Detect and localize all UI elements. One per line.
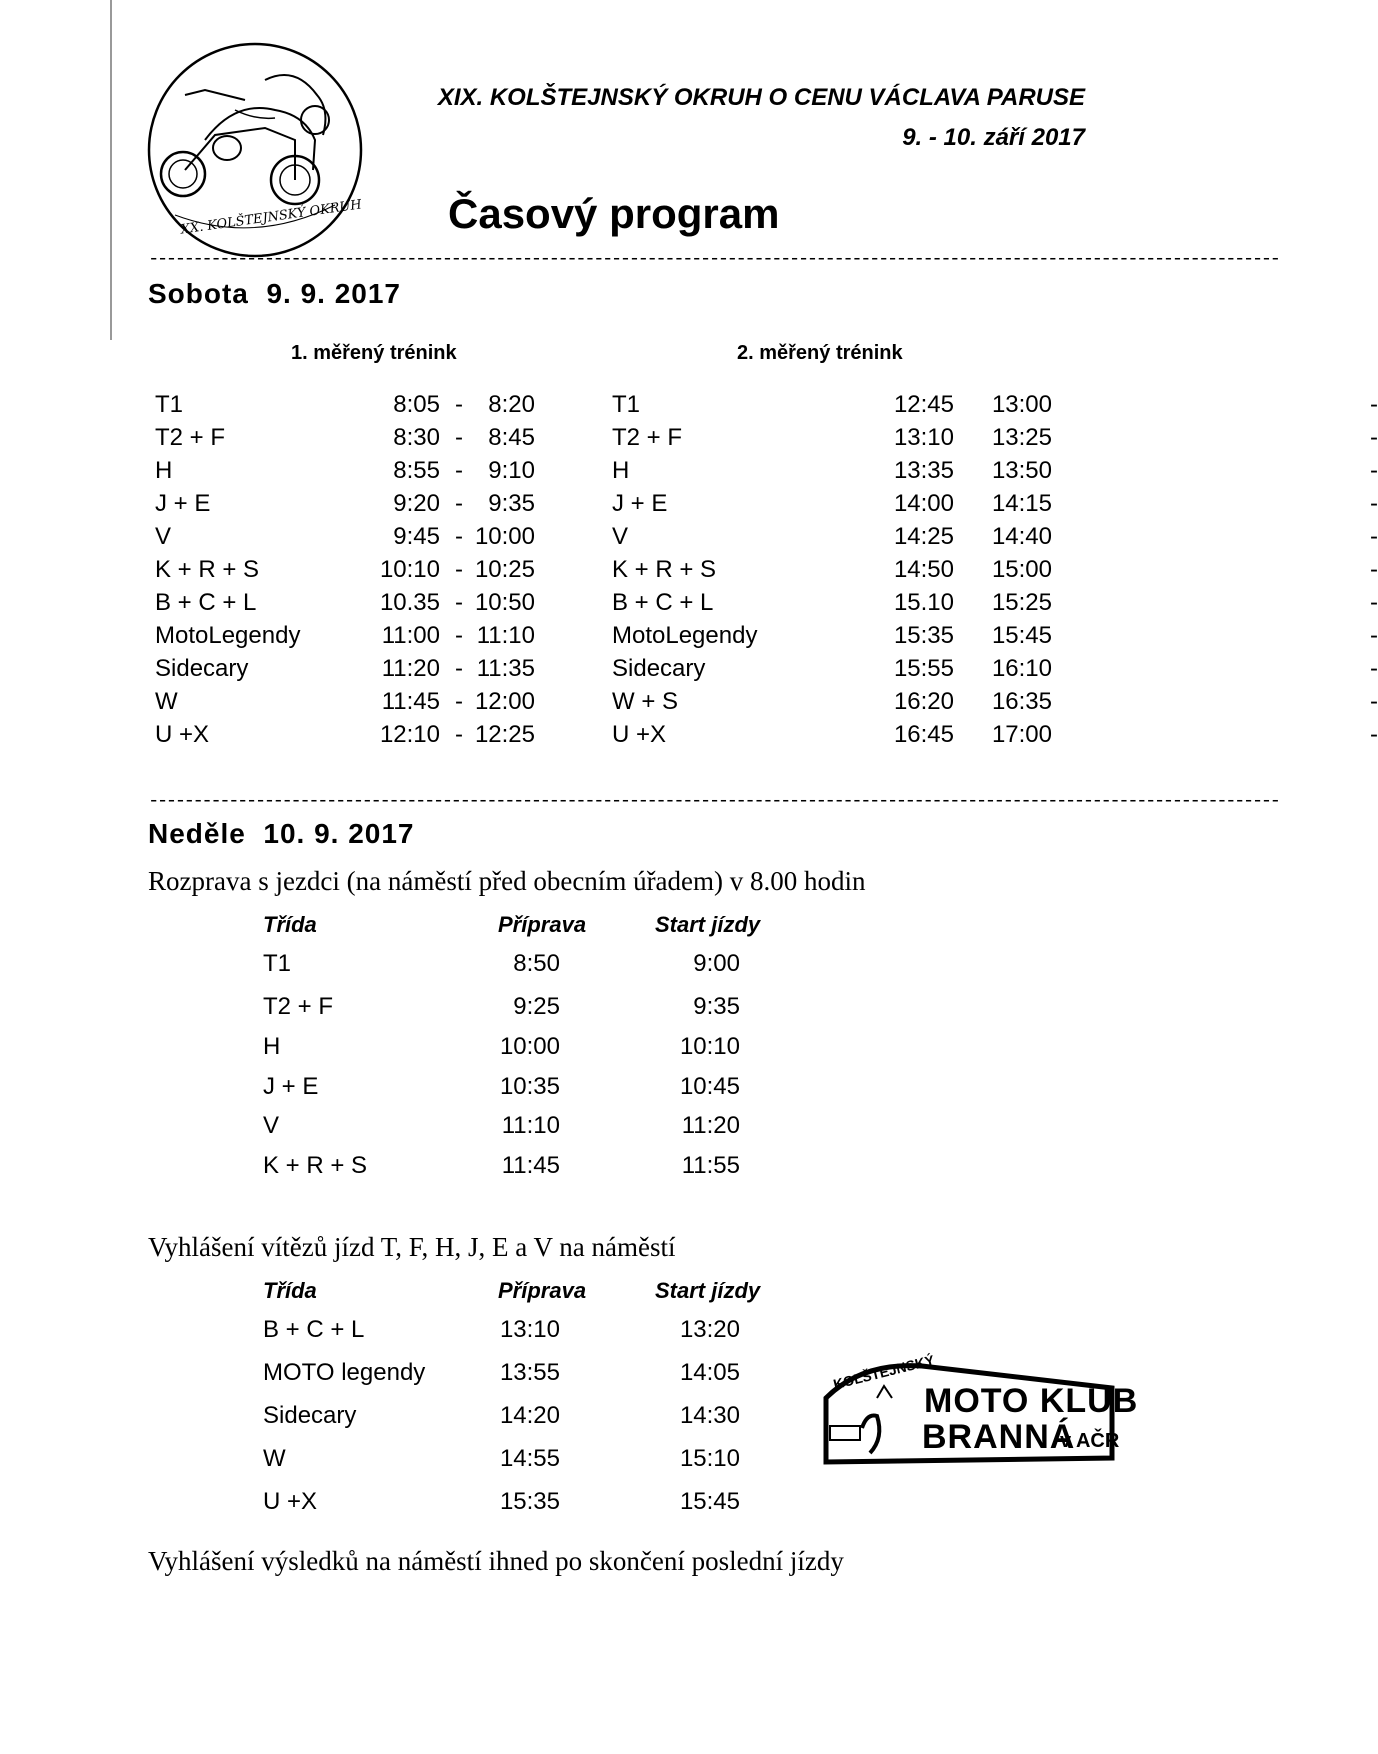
col-start-header-2: Start jízdy — [655, 1278, 761, 1303]
time-to: 13:25 — [991, 424, 1052, 451]
schedule-row — [612, 553, 1378, 586]
club-logo-line2-suffix: v AČR — [1060, 1430, 1120, 1452]
time-from: 16:45 — [893, 721, 954, 748]
schedule-row — [612, 586, 1378, 619]
event-name: XIX. KOLŠTEJNSKÝ OKRUH O CENU VÁCLAVA PARUSE — [437, 84, 1085, 111]
schedule-row — [155, 718, 555, 751]
schedule-row — [612, 718, 1378, 751]
schedule-row — [612, 421, 1378, 454]
time-from: 15.10 — [893, 589, 954, 616]
start-time: 15:45 — [679, 1488, 740, 1515]
time-from: 15:55 — [893, 655, 954, 682]
schedule-row — [612, 487, 1378, 520]
time-separator: - — [1370, 556, 1378, 583]
time-to: 11:35 — [476, 655, 535, 682]
time-from: 11:45 — [381, 688, 440, 715]
schedule-row — [155, 388, 555, 421]
page-title: Časový program — [448, 190, 780, 237]
time-to: 10:25 — [474, 556, 535, 583]
time-from: 11:20 — [381, 655, 440, 682]
class-name: W + S — [612, 688, 679, 715]
announcement2: Vyhlášení výsledků na náměstí ihned po skončení poslední jízdy — [148, 1546, 844, 1576]
class-name: H — [612, 457, 630, 484]
schedule-row — [155, 652, 555, 685]
announcement1: Vyhlášení vítězů jízd T, F, H, J, E a V na náměstí — [148, 1232, 676, 1262]
time-from: 16:20 — [893, 688, 954, 715]
prep-time: 13:55 — [499, 1359, 560, 1386]
class-name: K + R + S — [612, 556, 717, 583]
schedule-row — [612, 388, 1378, 421]
schedule-row — [155, 553, 555, 586]
time-separator: - — [455, 622, 463, 649]
start-time: 11:20 — [681, 1112, 740, 1139]
start-time: 9:35 — [693, 993, 740, 1020]
schedule-row — [612, 520, 1378, 553]
prep-time: 8:50 — [513, 950, 560, 977]
time-from: 8:30 — [393, 424, 440, 451]
prep-time: 10:35 — [499, 1073, 560, 1100]
session2-title: 2. měřený trénink — [737, 342, 903, 364]
time-separator: - — [1370, 424, 1378, 451]
time-from: 15:35 — [893, 622, 954, 649]
col-start-header: Start jízdy — [655, 912, 761, 937]
time-from: 11:00 — [381, 622, 440, 649]
class-name: J + E — [612, 490, 668, 517]
class-name: J + E — [263, 1073, 319, 1100]
time-from: 14:50 — [893, 556, 954, 583]
schedule-row — [155, 619, 555, 652]
time-to: 12:25 — [474, 721, 535, 748]
start-time: 14:30 — [679, 1402, 740, 1429]
schedule-row — [155, 487, 555, 520]
class-name: U +X — [155, 721, 210, 748]
class-name: MotoLegendy — [155, 622, 301, 649]
col-class-header: Třída — [263, 912, 317, 937]
class-name: V — [263, 1112, 280, 1139]
class-name: T1 — [612, 391, 641, 418]
separator-top: ------------------------------------------------------------------------------------------------------------------------------- — [148, 248, 1279, 270]
schedule-row — [612, 619, 1378, 652]
class-name: H — [155, 457, 173, 484]
col-prep-header-2: Příprava — [498, 1278, 587, 1303]
time-to: 9:35 — [488, 490, 535, 517]
time-to: 10:50 — [474, 589, 535, 616]
start-time: 15:10 — [679, 1445, 740, 1472]
class-name: U +X — [263, 1488, 318, 1515]
schedule-row — [155, 586, 555, 619]
class-name: T1 — [263, 950, 292, 977]
time-from: 10:10 — [379, 556, 440, 583]
prep-time: 15:35 — [499, 1488, 560, 1515]
time-from: 13:35 — [893, 457, 954, 484]
club-logo-line2: BRANNÁ — [922, 1418, 1076, 1456]
time-to: 11:10 — [476, 622, 535, 649]
class-name: Sidecary — [612, 655, 706, 682]
time-to: 15:45 — [991, 622, 1052, 649]
prep-time: 9:25 — [513, 993, 560, 1020]
time-separator: - — [1370, 589, 1378, 616]
class-name: T2 + F — [612, 424, 683, 451]
session1-table — [155, 388, 555, 751]
saturday-heading: Sobota 9. 9. 2017 — [148, 278, 401, 309]
class-name: Sidecary — [155, 655, 249, 682]
prep-time: 11:45 — [501, 1152, 560, 1179]
class-name: K + R + S — [263, 1152, 368, 1179]
time-separator: - — [455, 391, 463, 418]
prep-time: 14:20 — [499, 1402, 560, 1429]
margin-rule — [110, 0, 112, 340]
time-from: 12:45 — [893, 391, 954, 418]
class-name: V — [155, 523, 172, 550]
class-name: J + E — [155, 490, 211, 517]
time-to: 13:50 — [991, 457, 1052, 484]
session2-table — [612, 388, 1378, 751]
time-to: 8:45 — [488, 424, 535, 451]
time-separator: - — [455, 589, 463, 616]
time-to: 15:25 — [991, 589, 1052, 616]
class-name: W — [263, 1445, 286, 1472]
class-name: T1 — [155, 391, 184, 418]
time-separator: - — [1370, 721, 1378, 748]
time-separator: - — [1370, 622, 1378, 649]
class-name: MotoLegendy — [612, 622, 758, 649]
col-prep-header: Příprava — [498, 912, 587, 937]
time-separator: - — [1370, 688, 1378, 715]
time-to: 16:35 — [991, 688, 1052, 715]
start-time: 14:05 — [679, 1359, 740, 1386]
time-from: 8:55 — [393, 457, 440, 484]
time-to: 14:40 — [991, 523, 1052, 550]
prep-time: 13:10 — [499, 1316, 560, 1343]
schedule-row — [612, 652, 1378, 685]
time-to: 10:00 — [474, 523, 535, 550]
class-name: T2 + F — [263, 993, 334, 1020]
event-logo-text: XX. KOLŠTEJNSKÝ OKRUH — [179, 197, 363, 238]
start-time: 10:45 — [679, 1073, 740, 1100]
start-time: 11:55 — [681, 1152, 740, 1179]
time-separator: - — [455, 721, 463, 748]
time-separator: - — [1370, 391, 1378, 418]
time-from: 9:45 — [393, 523, 440, 550]
time-separator: - — [1370, 523, 1378, 550]
time-separator: - — [455, 688, 463, 715]
time-from: 12:10 — [379, 721, 440, 748]
prep-time: 10:00 — [499, 1033, 560, 1060]
event-dates: 9. - 10. září 2017 — [902, 124, 1085, 151]
schedule-row — [155, 685, 555, 718]
time-to: 9:10 — [488, 457, 535, 484]
class-name: B + C + L — [263, 1316, 365, 1343]
sunday-heading: Neděle 10. 9. 2017 — [148, 818, 415, 849]
time-to: 16:10 — [991, 655, 1052, 682]
time-to: 12:00 — [474, 688, 535, 715]
briefing-text: Rozprava s jezdci (na náměstí před obecním úřadem) v 8.00 hodin — [148, 866, 866, 896]
start-time: 9:00 — [693, 950, 740, 977]
time-to: 8:20 — [488, 391, 535, 418]
class-name: K + R + S — [155, 556, 260, 583]
time-separator: - — [455, 655, 463, 682]
schedule-row — [155, 520, 555, 553]
class-name: V — [612, 523, 629, 550]
time-from: 14:25 — [893, 523, 954, 550]
time-separator: - — [455, 556, 463, 583]
time-separator: - — [1370, 655, 1378, 682]
prep-time: 14:55 — [499, 1445, 560, 1472]
club-logo — [822, 1351, 1139, 1468]
time-to: 17:00 — [991, 721, 1052, 748]
club-logo-line1: MOTO KLUB — [924, 1382, 1139, 1420]
event-logo — [145, 40, 365, 260]
class-name: Sidecary — [263, 1402, 357, 1429]
schedule-row — [155, 454, 555, 487]
time-separator: - — [1370, 457, 1378, 484]
class-name: W — [155, 688, 178, 715]
class-name: H — [263, 1033, 281, 1060]
time-separator: - — [1370, 490, 1378, 517]
class-name: T2 + F — [155, 424, 226, 451]
time-separator: - — [455, 457, 463, 484]
schedule-row — [155, 421, 555, 454]
class-name: B + C + L — [155, 589, 257, 616]
class-name: MOTO legendy — [263, 1359, 426, 1386]
start-time: 13:20 — [679, 1316, 740, 1343]
club-logo-arc-text: KOLŠTEJNSKÝ — [831, 1351, 936, 1393]
class-name: U +X — [612, 721, 667, 748]
schedule-row — [612, 685, 1378, 718]
time-separator: - — [455, 490, 463, 517]
time-separator: - — [455, 424, 463, 451]
time-to: 14:15 — [991, 490, 1052, 517]
time-separator: - — [455, 523, 463, 550]
col-class-header-2: Třída — [263, 1278, 317, 1303]
schedule-row — [612, 454, 1378, 487]
session1-title: 1. měřený trénink — [291, 342, 457, 364]
time-from: 9:20 — [393, 490, 440, 517]
time-to: 15:00 — [991, 556, 1052, 583]
class-name: B + C + L — [612, 589, 714, 616]
separator-middle: ------------------------------------------------------------------------------------------------------------------------------- — [148, 790, 1279, 812]
time-from: 13:10 — [893, 424, 954, 451]
time-from: 8:05 — [393, 391, 440, 418]
prep-time: 11:10 — [501, 1112, 560, 1139]
start-time: 10:10 — [679, 1033, 740, 1060]
time-from: 14:00 — [893, 490, 954, 517]
time-from: 10.35 — [379, 589, 440, 616]
time-to: 13:00 — [991, 391, 1052, 418]
